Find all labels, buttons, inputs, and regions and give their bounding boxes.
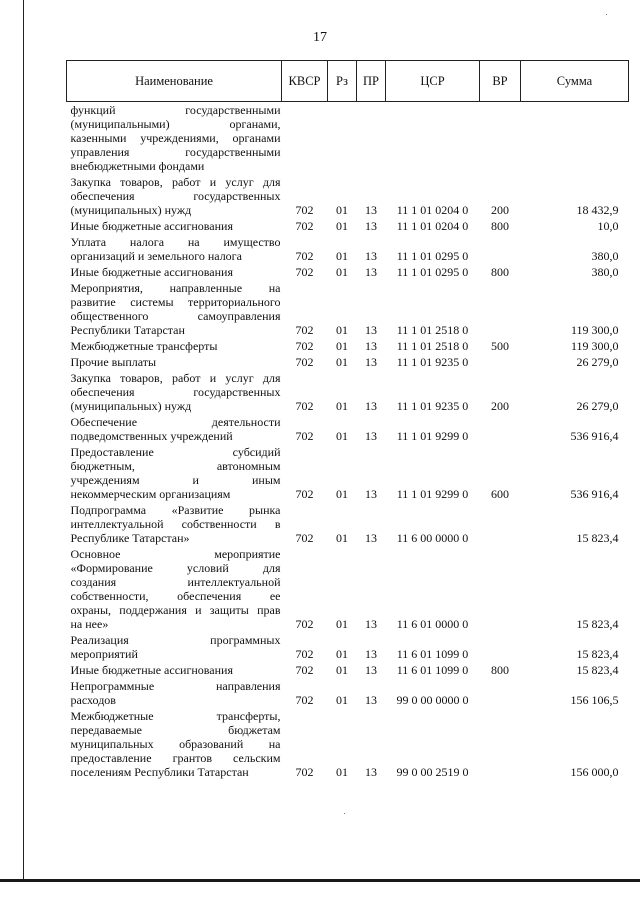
row-name-line: Непрограммные направления: [70, 679, 281, 693]
row-vr-cell: [480, 234, 521, 264]
row-kvsr-cell: 702: [295, 617, 314, 631]
row-rz-cell: [328, 102, 357, 175]
row-csr-cell: 11 6 01 1099 0: [396, 647, 469, 661]
row-name-cell: [67, 280, 282, 338]
row-kvsr-cell: [282, 102, 328, 175]
row-name-cell: [67, 370, 282, 414]
row-name-line: Иные бюджетные ассигнования: [70, 265, 233, 279]
scan-speck: [606, 14, 607, 15]
row-pr-cell: 13: [365, 339, 377, 353]
row-csr-cell: 11 1 01 2518 0: [396, 323, 469, 337]
header-vr: ВР: [480, 61, 521, 102]
row-sum-cell: 15 823,4: [576, 617, 619, 631]
budget-table: [66, 60, 629, 780]
row-name-cell: [67, 354, 282, 370]
row-name-cell: [67, 414, 282, 444]
row-name-line: Мероприятия, направленные на: [70, 281, 281, 295]
row-name-line: муниципальных образований на: [70, 737, 281, 751]
row-name-line: Республики Татарстан: [70, 323, 185, 337]
row-name-line: Иные бюджетные ассигнования: [70, 663, 233, 677]
header-rz: Рз: [328, 61, 357, 102]
row-sum-cell: 26 279,0: [576, 399, 619, 413]
row-name-line: (муниципальными) органами,: [70, 117, 281, 131]
row-name-line: Предоставление субсидий: [70, 445, 281, 459]
row-name-line: Республике Татарстан»: [70, 531, 190, 545]
row-name-line: развитие системы территориального: [70, 295, 281, 309]
row-csr-cell: 11 1 01 0295 0: [396, 265, 469, 279]
row-name-cell: [67, 662, 282, 678]
row-name-line: Закупка товаров, работ и услуг для: [70, 175, 281, 189]
row-kvsr-cell: 702: [295, 487, 314, 501]
row-sum-cell: 15 823,4: [576, 663, 619, 677]
row-csr-cell: 11 1 01 0204 0: [396, 203, 469, 217]
row-vr-cell: 800: [491, 219, 509, 233]
row-csr-cell: 11 1 01 2518 0: [396, 339, 469, 353]
row-name-line: обеспечения государственных: [70, 189, 281, 203]
row-sum-cell: 119 300,0: [570, 323, 619, 337]
row-csr-cell: 11 6 00 0000 0: [396, 531, 469, 545]
row-sum-cell: [521, 102, 629, 175]
row-name-line: подведомственных учреждений: [70, 429, 233, 443]
table-row: [67, 338, 629, 354]
row-vr-cell: 500: [491, 339, 509, 353]
row-pr-cell: 13: [365, 399, 377, 413]
row-sum-cell: 18 432,9: [576, 203, 619, 217]
row-name-line: внебюджетными фондами: [70, 159, 205, 173]
row-name-cell: [67, 678, 282, 708]
row-vr-cell: [480, 708, 521, 780]
row-kvsr-cell: 702: [295, 765, 314, 779]
table-row: [67, 234, 629, 264]
table-row: [67, 280, 629, 338]
row-name-line: казенными учреждениями, органами: [70, 131, 281, 145]
header-name: Наименование: [67, 61, 282, 102]
row-name-line: бюджетным, автономным: [70, 459, 281, 473]
row-name-line: Межбюджетные трансферты: [70, 339, 218, 353]
row-pr-cell: 13: [365, 531, 377, 545]
row-name-line: расходов: [70, 693, 116, 707]
row-name-line: на нее»: [70, 617, 109, 631]
table-row: [67, 444, 629, 502]
row-rz-cell: 01: [336, 265, 348, 279]
row-sum-cell: 15 823,4: [576, 531, 619, 545]
row-csr-cell: 99 0 00 2519 0: [396, 765, 469, 779]
row-rz-cell: 01: [336, 339, 348, 353]
row-rz-cell: 01: [336, 323, 348, 337]
row-name-line: Иные бюджетные ассигнования: [70, 219, 233, 233]
row-rz-cell: 01: [336, 429, 348, 443]
row-name-line: Обеспечение деятельности: [70, 415, 281, 429]
row-rz-cell: 01: [336, 219, 348, 233]
row-name-line: мероприятий: [70, 647, 138, 661]
row-name-cell: [67, 708, 282, 780]
row-vr-cell: [480, 502, 521, 546]
row-name-line: охраны, поддержания и защиты прав: [70, 603, 281, 617]
row-name-line: (муниципальных) нужд: [70, 399, 192, 413]
row-name-line: управления государственными: [70, 145, 281, 159]
row-csr-cell: 11 1 01 9235 0: [396, 355, 469, 369]
row-pr-cell: 13: [365, 219, 377, 233]
row-kvsr-cell: 702: [295, 647, 314, 661]
row-pr-cell: 13: [365, 487, 377, 501]
row-name-cell: [67, 444, 282, 502]
row-vr-cell: [480, 414, 521, 444]
row-name-cell: [67, 338, 282, 354]
row-name-line: Уплата налога на имущество: [70, 235, 281, 249]
row-vr-cell: [480, 546, 521, 632]
row-sum-cell: 536 916,4: [570, 487, 619, 501]
scan-speck: [344, 813, 345, 814]
row-pr-cell: 13: [365, 765, 377, 779]
row-kvsr-cell: 702: [295, 429, 314, 443]
table-row: [67, 678, 629, 708]
row-kvsr-cell: 702: [295, 531, 314, 545]
row-vr-cell: [480, 280, 521, 338]
row-name-line: Основное мероприятие: [70, 547, 281, 561]
table-row: [67, 174, 629, 218]
row-sum-cell: 380,0: [591, 265, 619, 279]
row-pr-cell: 13: [365, 323, 377, 337]
header-csr: ЦСР: [386, 61, 480, 102]
table-row: [67, 370, 629, 414]
row-kvsr-cell: 702: [295, 265, 314, 279]
page-number: 17: [313, 30, 327, 45]
row-pr-cell: [357, 102, 386, 175]
row-name-cell: [67, 234, 282, 264]
row-name-line: интеллектуальной собственности в: [70, 517, 281, 531]
row-sum-cell: 10,0: [597, 219, 619, 233]
row-name-line: поселениям Республики Татарстан: [70, 765, 249, 779]
row-name-line: функций государственными: [70, 103, 281, 117]
row-sum-cell: 156 000,0: [570, 765, 619, 779]
row-sum-cell: 156 106,5: [570, 693, 619, 707]
row-rz-cell: 01: [336, 765, 348, 779]
row-kvsr-cell: 702: [295, 323, 314, 337]
row-kvsr-cell: 702: [295, 663, 314, 677]
row-rz-cell: 01: [336, 617, 348, 631]
row-csr-cell: 11 1 01 9299 0: [396, 429, 469, 443]
table-row: [67, 264, 629, 280]
page-left-border: [23, 0, 24, 880]
table-row: [67, 632, 629, 662]
row-pr-cell: 13: [365, 265, 377, 279]
row-csr-cell: 11 1 01 0204 0: [396, 219, 469, 233]
header-sum: Сумма: [521, 61, 629, 102]
row-vr-cell: [480, 354, 521, 370]
row-csr-cell: 11 1 01 9235 0: [396, 399, 469, 413]
table-row: [67, 708, 629, 780]
row-vr-cell: 200: [491, 399, 509, 413]
row-name-cell: [67, 174, 282, 218]
row-csr-cell: 99 0 00 0000 0: [396, 693, 469, 707]
row-sum-cell: 119 300,0: [570, 339, 619, 353]
row-name-cell: [67, 102, 282, 175]
row-name-line: передаваемые бюджетам: [70, 723, 281, 737]
row-name-cell: [67, 502, 282, 546]
row-vr-cell: 800: [491, 663, 509, 677]
row-name-line: предоставление грантов сельским: [70, 751, 281, 765]
row-pr-cell: 13: [365, 429, 377, 443]
row-pr-cell: 13: [365, 249, 377, 263]
row-kvsr-cell: 702: [295, 339, 314, 353]
row-pr-cell: 13: [365, 203, 377, 217]
row-kvsr-cell: 702: [295, 399, 314, 413]
row-rz-cell: 01: [336, 487, 348, 501]
row-name-line: «Формирование условий для: [70, 561, 281, 575]
row-rz-cell: 01: [336, 693, 348, 707]
table-row: [67, 662, 629, 678]
table-row: [67, 502, 629, 546]
row-name-line: Закупка товаров, работ и услуг для: [70, 371, 281, 385]
row-kvsr-cell: 702: [295, 219, 314, 233]
row-name-line: некоммерческим организациям: [70, 487, 231, 501]
row-name-line: Прочие выплаты: [70, 355, 157, 369]
row-pr-cell: 13: [365, 647, 377, 661]
row-kvsr-cell: 702: [295, 249, 314, 263]
row-name-line: организаций и земельного налога: [70, 249, 242, 263]
row-name-line: Подпрограмма «Развитие рынка: [70, 503, 281, 517]
table-row: [67, 218, 629, 234]
row-rz-cell: 01: [336, 531, 348, 545]
page-bottom-border: [0, 879, 640, 882]
row-name-cell: [67, 632, 282, 662]
table-row: [67, 546, 629, 632]
row-kvsr-cell: 702: [295, 203, 314, 217]
row-name-line: создания интеллектуальной: [70, 575, 281, 589]
row-kvsr-cell: 702: [295, 693, 314, 707]
row-vr-cell: 200: [491, 203, 509, 217]
row-name-cell: [67, 218, 282, 234]
row-pr-cell: 13: [365, 617, 377, 631]
row-vr-cell: [480, 632, 521, 662]
table-header-row: [67, 61, 629, 102]
row-csr-cell: 11 1 01 9299 0: [396, 487, 469, 501]
row-vr-cell: 600: [491, 487, 509, 501]
row-name-line: Реализация программных: [70, 633, 281, 647]
row-rz-cell: 01: [336, 249, 348, 263]
row-rz-cell: 01: [336, 203, 348, 217]
row-sum-cell: 15 823,4: [576, 647, 619, 661]
header-pr: ПР: [357, 61, 386, 102]
row-kvsr-cell: 702: [295, 355, 314, 369]
row-vr-cell: 800: [491, 265, 509, 279]
row-sum-cell: 380,0: [591, 249, 619, 263]
row-csr-cell: 11 6 01 0000 0: [396, 617, 469, 631]
header-kvsr: КВСР: [282, 61, 328, 102]
row-name-line: учреждениям и иным: [70, 473, 281, 487]
row-name-line: обеспечения государственных: [70, 385, 281, 399]
row-vr-cell: [480, 102, 521, 175]
table-row: [67, 102, 629, 175]
row-name-line: Межбюджетные трансферты,: [70, 709, 281, 723]
row-csr-cell: [386, 102, 480, 175]
row-csr-cell: 11 6 01 1099 0: [396, 663, 469, 677]
table-body: [67, 102, 629, 781]
row-rz-cell: 01: [336, 647, 348, 661]
row-name-cell: [67, 546, 282, 632]
row-name-line: собственности, обеспечения ее: [70, 589, 281, 603]
row-pr-cell: 13: [365, 693, 377, 707]
table-row: [67, 414, 629, 444]
row-name-line: общественного самоуправления: [70, 309, 281, 323]
table-row: [67, 354, 629, 370]
row-csr-cell: 11 1 01 0295 0: [396, 249, 469, 263]
row-rz-cell: 01: [336, 399, 348, 413]
row-name-line: (муниципальных) нужд: [70, 203, 192, 217]
row-vr-cell: [480, 678, 521, 708]
row-sum-cell: 536 916,4: [570, 429, 619, 443]
row-pr-cell: 13: [365, 663, 377, 677]
row-pr-cell: 13: [365, 355, 377, 369]
row-sum-cell: 26 279,0: [576, 355, 619, 369]
row-name-cell: [67, 264, 282, 280]
row-rz-cell: 01: [336, 355, 348, 369]
row-rz-cell: 01: [336, 663, 348, 677]
